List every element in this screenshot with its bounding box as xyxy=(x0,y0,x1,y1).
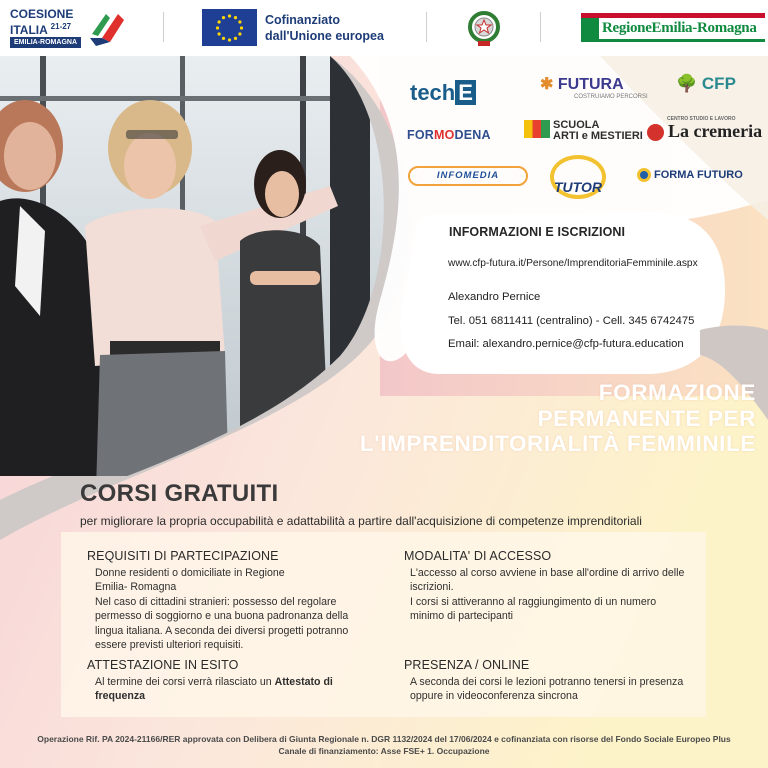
footer-note xyxy=(0,733,768,757)
attestazione-title: ATTESTAZIONE IN ESITO xyxy=(87,658,239,672)
forma-futuro-logo: FORMA FUTURO xyxy=(637,168,743,182)
infomedia-logo: INFOMEDIA xyxy=(408,166,528,186)
slogan-line3: L'IMPRENDITORIALITÀ FEMMINILE xyxy=(359,431,756,456)
attestazione-body: Al termine dei corsi verrà rilasciato un Attestato di frequenza xyxy=(95,676,333,703)
coesione-region: EMILIA-ROMAGNA xyxy=(10,37,81,48)
women-business-photo xyxy=(0,56,390,476)
presenza-body: A seconda dei corsi le lezioni potranno tenersi in presenza oppure in videoconferenza sincrona xyxy=(410,676,684,703)
slogan-line2: PERMANENTE PER xyxy=(537,405,756,431)
divider xyxy=(540,12,541,42)
cremeria-icon xyxy=(647,124,664,141)
eu-flag-icon xyxy=(202,9,257,46)
info-phone: Tel. 051 6811411 (centralino) - Cell. 345 6742475 xyxy=(448,315,695,327)
requisiti-title: REQUISITI DI PARTECIPAZIONE xyxy=(87,549,279,563)
la-cremeria-logo: CENTRO STUDIO E LAVORO La cremeria xyxy=(647,121,762,142)
regione-text: RegioneEmilia-Romagna xyxy=(602,20,757,36)
formodena-logo: FORMODENA xyxy=(407,128,491,142)
cfp-logo: 🌳 CFP xyxy=(676,74,736,93)
info-url-link[interactable]: www.cfp-futura.it/Persone/ImprenditoriaFemminile.aspx xyxy=(448,258,698,269)
slogan-title xyxy=(360,380,756,457)
forma-futuro-icon xyxy=(637,168,651,182)
techne-logo: tech E xyxy=(410,80,476,106)
modalita-body: L'accesso al corso avviene in base all'ordine di arrivo delle iscrizioni. I corsi si attiveranno al raggiungimento di un numero minimo di partecipanti xyxy=(410,567,685,623)
divider xyxy=(163,12,164,42)
eu-line1: Cofinanziato xyxy=(265,13,340,27)
modalita-title: MODALITA' DI ACCESSO xyxy=(404,549,552,563)
eu-cofinanziato-text xyxy=(265,12,384,44)
presenza-title: PRESENZA / ONLINE xyxy=(404,658,530,672)
info-email[interactable]: Email: alexandro.pernice@cfp-futura.education xyxy=(448,338,684,350)
futura-logo: ✱ FUTURA COSTRUIAMO PERCORSI xyxy=(540,76,648,100)
main-title: CORSI GRATUITI xyxy=(80,480,279,507)
main-subtitle: per migliorare la propria occupabilità e adattabilità a partire dall'acquisizione di competenze imprenditoriali xyxy=(80,514,642,528)
footer-line2: Canale di finanziamento: Asse FSE+ 1. Occupazione xyxy=(278,746,490,756)
header-logo-bar xyxy=(0,0,768,56)
coesione-italia-logo xyxy=(8,6,128,50)
info-title: INFORMAZIONI E ISCRIZIONI xyxy=(449,225,626,239)
divider xyxy=(426,12,427,42)
regione-flag-icon xyxy=(581,18,599,39)
regione-emilia-romagna-logo xyxy=(581,13,765,43)
info-contact-name: Alexandro Pernice xyxy=(448,291,541,303)
coesione-line2: ITALIA $^{21-27}$ xyxy=(10,22,72,37)
italian-republic-emblem-icon xyxy=(466,8,502,48)
coesione-arrow-icon xyxy=(88,8,126,48)
scuola-icon xyxy=(524,120,550,138)
scuola-arti-mestieri-logo: SCUOLA ARTI e MESTIERI xyxy=(524,120,643,142)
eu-line2: dall'Unione europea xyxy=(265,29,384,43)
requisiti-body: Donne residenti o domiciliate in Regione Emilia- Romagna Nel caso di cittadini stranieri: possesso del regolare permesso di soggiorno e una buona padronanza della lingua italiana. A seconda dei diversi progetti potranno essere previsti ulteriori requisiti. xyxy=(95,567,349,652)
coesione-line1: COESIONE xyxy=(10,7,74,21)
tutor-logo: TUTOR xyxy=(543,155,613,203)
slogan-line1: FORMAZIONE xyxy=(598,380,756,405)
footer-line1: Operazione Rif. PA 2024-21166/RER approvata con Delibera di Giunta Regionale n. DGR 1132/2024 del 17/06/2024 e cofinanziata con risorse del Fondo Sociale Europeo Plus xyxy=(37,734,731,744)
